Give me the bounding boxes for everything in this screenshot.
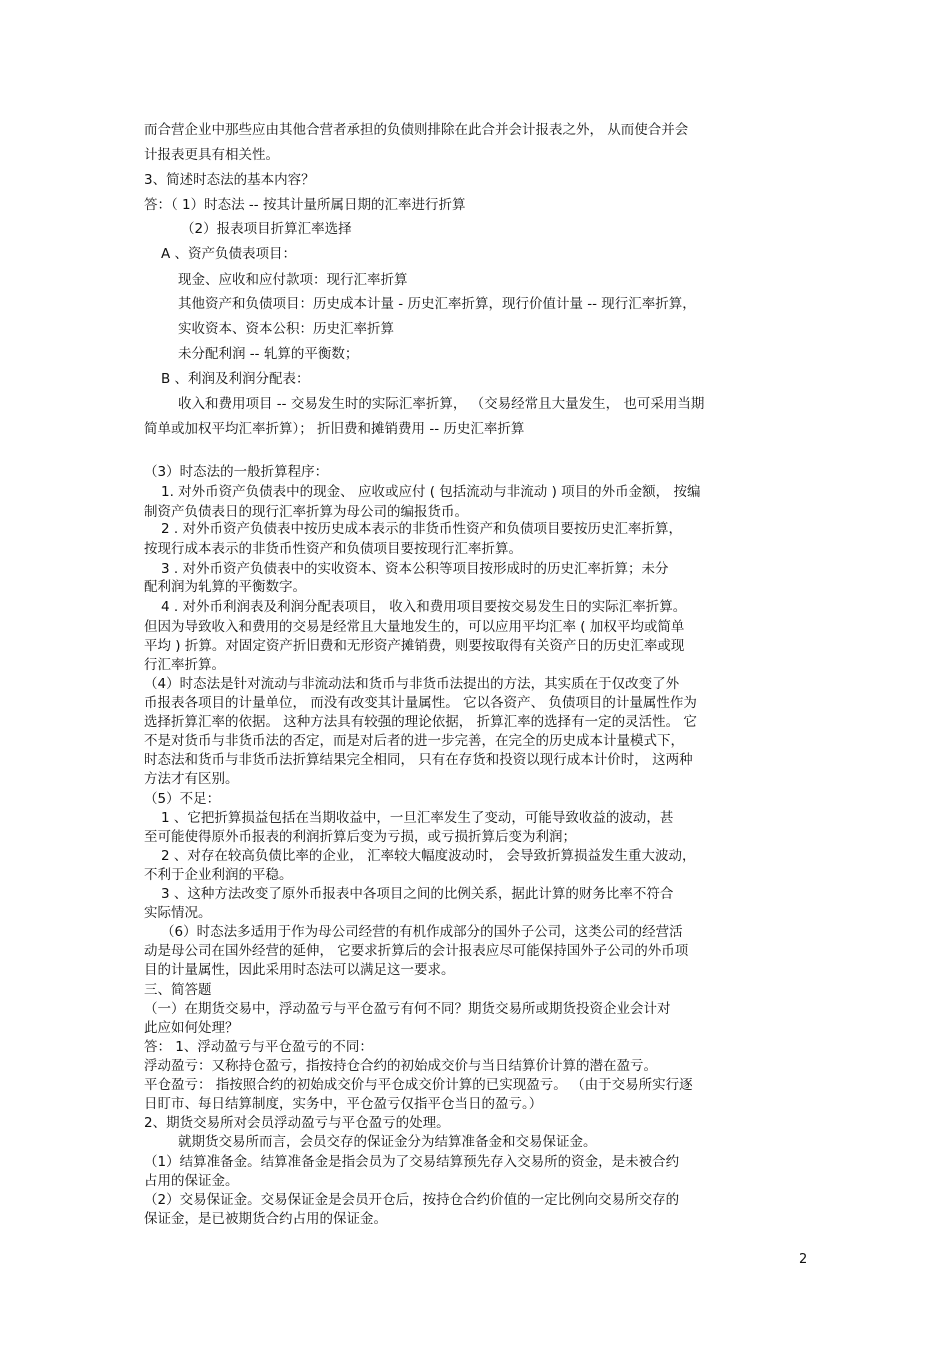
text-line: （2）报表项目折算汇率选择 bbox=[181, 221, 352, 237]
text-line: 目的计量属性，因此采用时态法可以满足这一要求。 bbox=[144, 962, 455, 978]
text-line: 但因为导致收入和费用的交易是经常且大量地发生的，可以应用平均汇率 ( 加权平均或简单 bbox=[144, 619, 685, 635]
text-line: 3 . 对外币资产负债表中的实收资本、资本公积等项目按形成时的历史汇率折算；未分 bbox=[161, 561, 669, 577]
text-line: （4）时态法是针对流动与非流动法和货币与非货币法提出的方法，其实质在于仅改变了外 bbox=[144, 676, 680, 692]
text-line: （1）结算准备金。结算准备金是指会员为了交易结算预先存入交易所的资金，是未被合约 bbox=[144, 1154, 680, 1170]
text-line: （2）交易保证金。交易保证金是会员开仓后，按持仓合约价值的一定比例向交易所交存的 bbox=[144, 1192, 680, 1208]
text-line: 按现行成本表示的非货币性资产和负债项目要按现行汇率折算。 bbox=[144, 541, 522, 557]
text-line: 动是母公司在国外经营的延伸， 它要求折算后的会计报表应尽可能保持国外子公司的外币项 bbox=[144, 943, 689, 959]
text-line: 平仓盈亏： 指按照合约的初始成交价与平仓成交价计算的已实现盈亏。 （由于交易所实行逐 bbox=[144, 1077, 693, 1093]
question-heading: 3、简述时态法的基本内容？ bbox=[144, 172, 315, 188]
text-line: 收入和费用项目 -- 交易发生时的实际汇率折算， （交易经常且大量发生， 也可采用当期 bbox=[178, 396, 705, 412]
text-line: 就期货交易所而言，会员交存的保证金分为结算准备金和交易保证金。 bbox=[178, 1134, 597, 1150]
text-line: 浮动盈亏：又称持仓盈亏，指按持仓合约的初始成交价与当日结算价计算的潜在盈亏。 bbox=[144, 1058, 657, 1074]
text-line: 行汇率折算。 bbox=[144, 657, 225, 673]
text-line: 3 、这种方法改变了原外币报表中各项目之间的比例关系，据此计算的财务比率不符合 bbox=[161, 886, 674, 902]
text-line: B 、利润及利润分配表： bbox=[161, 371, 310, 387]
text-line: 选择折算汇率的依据。 这种方法具有较强的理论依据， 折算汇率的选择有一定的灵活性。 它 bbox=[144, 714, 697, 730]
text-line: 计报表更具有相关性。 bbox=[144, 147, 279, 163]
text-line: 至可能使得原外币报表的利润折算后变为亏损，或亏损折算后变为利润； bbox=[144, 829, 576, 845]
text-line: （5）不足： bbox=[144, 791, 221, 807]
text-line: 保证金，是已被期货合约占用的保证金。 bbox=[144, 1211, 387, 1227]
text-line: （6）时态法多适用于作为母公司经营的有机作成部分的国外子公司，这类公司的经营活 bbox=[161, 924, 683, 940]
text-line: 此应如何处理？ bbox=[144, 1020, 239, 1036]
text-line: 时态法和货币与非货币法折算结果完全相同， 只有在存货和投资以现行成本计价时， 这两种 bbox=[144, 752, 693, 768]
text-line: 实际情况。 bbox=[144, 905, 212, 921]
text-line: 不利于企业利润的平稳。 bbox=[144, 867, 293, 883]
text-line: 现金、应收和应付款项：现行汇率折算 bbox=[178, 272, 408, 288]
text-line: 实收资本、资本公积：历史汇率折算 bbox=[178, 321, 394, 337]
text-line: 1 、它把折算损益包括在当期收益中，一旦汇率发生了变动，可能导致收益的波动，甚 bbox=[161, 810, 674, 826]
text-line: 制资产负债表日的现行汇率折算为母公司的编报货币。 bbox=[144, 504, 468, 520]
text-line: A 、资产负债表项目： bbox=[161, 246, 297, 262]
text-line: 2、期货交易所对会员浮动盈亏与平仓盈亏的处理。 bbox=[144, 1115, 450, 1131]
text-line: （3）时态法的一般折算程序： bbox=[144, 464, 329, 480]
text-line: 配利润为轧算的平衡数字。 bbox=[144, 579, 306, 595]
text-line: 币报表各项目的计量单位， 而没有改变其计量属性。 它以各资产、 负债项目的计量属性作为 bbox=[144, 695, 697, 711]
text-line: 而合营企业中那些应由其他合营者承担的负债则排除在此合并会计报表之外， 从而使合并会 bbox=[144, 122, 689, 138]
text-line: 4 . 对外币利润表及利润分配表项目， 收入和费用项目要按交易发生日的实际汇率折算。 bbox=[161, 599, 687, 615]
text-line: 2 . 对外币资产负债表中按历史成本表示的非货币性资产和负债项目要按历史汇率折算， bbox=[161, 521, 682, 537]
text-line: （一）在期货交易中，浮动盈亏与平仓盈亏有何不同？期货交易所或期货投资企业会计对 bbox=[144, 1001, 671, 1017]
text-line: 2 、对存在较高负债比率的企业， 汇率较大幅度波动时， 会导致折算损益发生重大波动， bbox=[161, 848, 696, 864]
text-line: 不是对货币与非货币法的否定，而是对后者的进一步完善，在完全的历史成本计量模式下， bbox=[144, 733, 684, 749]
text-line: 平均 ) 折算。对固定资产折旧费和无形资产摊销费，则要按取得有关资产日的历史汇率或现 bbox=[144, 638, 685, 654]
text-line: 其他资产和负债项目：历史成本计量 - 历史汇率折算，现行价值计量 -- 现行汇率折算， bbox=[178, 296, 696, 312]
text-line: 1. 对外币资产负债表中的现金、 应收或应付 ( 包括流动与非流动 ) 项目的外币金额， 按编 bbox=[161, 484, 701, 500]
text-line: 答：（ 1）时态法 -- 按其计量所属日期的汇率进行折算 bbox=[144, 197, 466, 213]
text-line: 占用的保证金。 bbox=[144, 1173, 239, 1189]
section-heading: 三、简答题 bbox=[144, 982, 212, 998]
text-line: 简单或加权平均汇率折算）； 折旧费和摊销费用 -- 历史汇率折算 bbox=[144, 421, 525, 437]
page-number: 2 bbox=[799, 1252, 808, 1267]
text-line: 未分配利润 -- 轧算的平衡数； bbox=[178, 346, 359, 362]
text-line: 方法才有区别。 bbox=[144, 771, 239, 787]
text-line: 答： 1、浮动盈亏与平仓盈亏的不同： bbox=[144, 1039, 373, 1055]
text-line: 日盯市、每日结算制度，实务中，平仓盈亏仅指平仓当日的盈亏。） bbox=[144, 1096, 543, 1112]
